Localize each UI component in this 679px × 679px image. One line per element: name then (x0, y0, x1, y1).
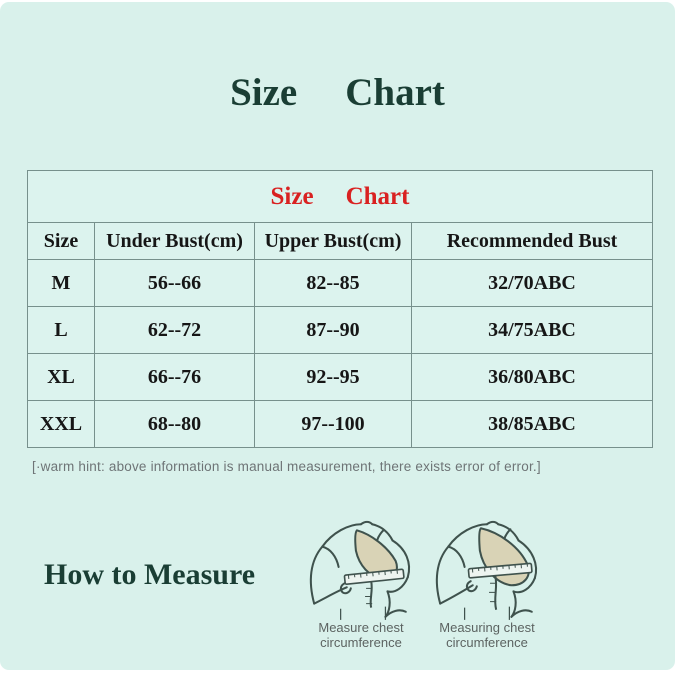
column-header-recommended-bust: Recommended Bust (412, 223, 653, 260)
warm-hint-text: [·warm hint: above information is manual measurement, there exists error of error.] (32, 459, 541, 474)
cell-upper-bust: 97--100 (255, 401, 412, 448)
measuring-torso-bust-icon (430, 518, 544, 620)
figure-caption-line-1: Measure chest (318, 620, 404, 635)
table-row-xl (28, 354, 653, 401)
cell-recommended: 34/75ABC (412, 307, 653, 354)
measure-upper-bust-figure (428, 518, 546, 650)
cell-under-bust: 62--72 (95, 307, 255, 354)
cell-upper-bust: 82--85 (255, 260, 412, 307)
cell-size: XL (28, 354, 95, 401)
measuring-torso-underbust-icon (304, 518, 418, 620)
figure-caption (302, 621, 420, 650)
page-title (0, 70, 675, 115)
table-caption-word-2: Chart (345, 182, 410, 210)
mint-background-panel (0, 2, 675, 670)
figure-caption-line-2: circumference (320, 634, 402, 650)
column-header-upper-bust: Upper Bust(cm) (255, 223, 412, 260)
table-caption-row (28, 171, 653, 223)
table-caption-cell (28, 171, 653, 223)
cell-size: M (28, 260, 95, 307)
cell-under-bust: 56--66 (95, 260, 255, 307)
cell-upper-bust: 87--90 (255, 307, 412, 354)
page-title-word-1: Size (230, 71, 298, 114)
cell-size: L (28, 307, 95, 354)
table-header-row (28, 223, 653, 260)
figure-caption-line-2: circumference (446, 634, 528, 650)
figure-caption (428, 621, 546, 650)
cell-size: XXL (28, 401, 95, 448)
cell-upper-bust: 92--95 (255, 354, 412, 401)
page-title-word-2: Chart (345, 71, 445, 114)
column-header-under-bust: Under Bust(cm) (95, 223, 255, 260)
cell-under-bust: 66--76 (95, 354, 255, 401)
table-row-l (28, 307, 653, 354)
cell-recommended: 36/80ABC (412, 354, 653, 401)
cell-under-bust: 68--80 (95, 401, 255, 448)
figure-caption-line-1: Measuring chest (439, 620, 535, 635)
column-header-size: Size (28, 223, 95, 260)
cell-recommended: 38/85ABC (412, 401, 653, 448)
size-chart-table (27, 170, 653, 448)
cell-recommended: 32/70ABC (412, 260, 653, 307)
how-to-measure-title: How to Measure (44, 558, 256, 591)
table-row-xxl (28, 401, 653, 448)
measuring-figures (302, 518, 546, 650)
table-row-m (28, 260, 653, 307)
table-caption-word-1: Size (270, 182, 314, 210)
measure-under-bust-figure (302, 518, 420, 650)
